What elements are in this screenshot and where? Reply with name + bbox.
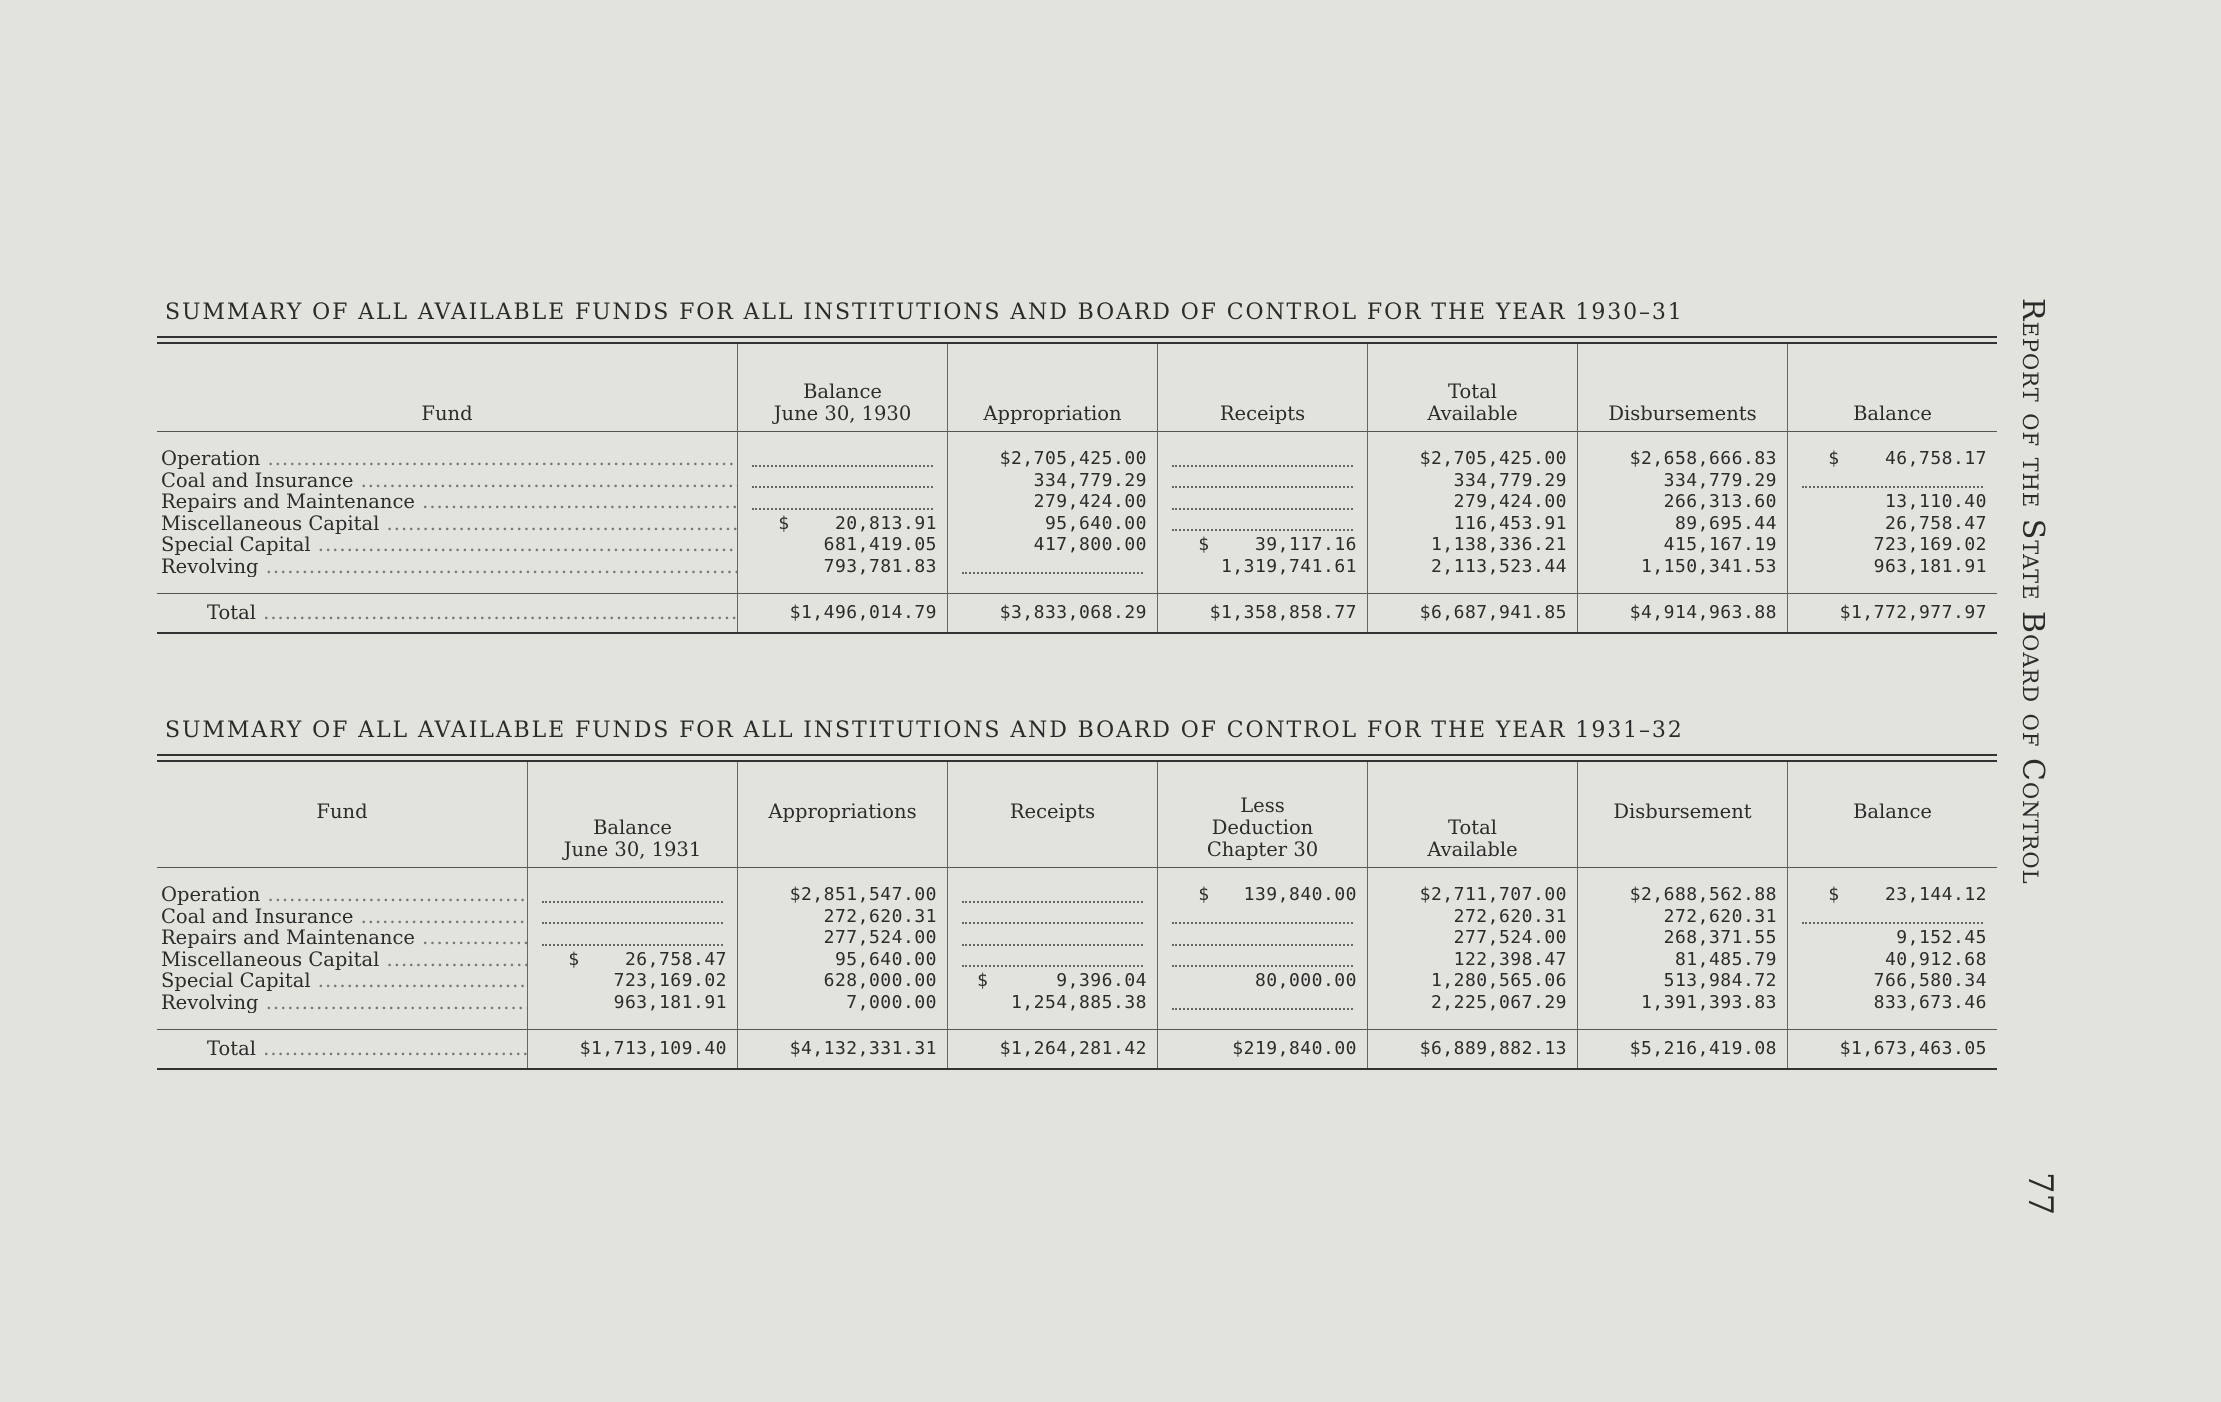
summary-table-1930-31	[157, 298, 1997, 634]
table-row: Miscellaneous Capital ..... $ 26,758.47 95,640.00 122,398.47 81,485.79 40,912.68	[157, 949, 1997, 971]
funds-table	[157, 762, 1997, 1068]
empty-cell-leader	[1172, 930, 1353, 946]
empty-cell-leader	[1172, 951, 1353, 967]
table-row: Miscellaneous Capital ..... $ 20,813.91 95,640.00 116,453.91 89,695.44 26,758.47	[157, 513, 1997, 535]
table-title: SUMMARY OF ALL AVAILABLE FUNDS FOR ALL INSTITUTIONS AND BOARD OF CONTROL FOR THE YEAR 1930–31	[165, 300, 1684, 325]
empty-cell-leader	[1172, 994, 1353, 1010]
empty-cell-leader	[542, 908, 723, 924]
empty-cell-leader	[962, 887, 1143, 903]
table-row: Revolving ..... 963,181.91 7,000.00 1,254,885.38 2,225,067.29 1,391,393.83 833,673.46	[157, 992, 1997, 1014]
empty-cell-leader	[1172, 515, 1353, 531]
table-row: Revolving ..... 793,781.83 1,319,741.61 2,113,523.44 1,150,341.53 963,181.91	[157, 556, 1997, 578]
funds-table	[157, 344, 1997, 632]
header-balance-start: Balance June 30, 1931	[527, 762, 737, 868]
table-row: Coal and Insurance ..... 272,620.31 272,620.31 272,620.31	[157, 906, 1997, 928]
table-row: Special Capital ..... 723,169.02 628,000.00 $ 9,396.04 80,000.00 1,280,565.06 513,984.72 766,580.34	[157, 970, 1997, 992]
header-disbursement: Disbursement	[1577, 762, 1787, 868]
header-disbursements: Disbursements	[1577, 344, 1787, 432]
header-fund: Fund	[157, 344, 737, 432]
table-title: SUMMARY OF ALL AVAILABLE FUNDS FOR ALL INSTITUTIONS AND BOARD OF CONTROL FOR THE YEAR 1931–32	[165, 718, 1684, 743]
running-head	[2015, 298, 2080, 1078]
page-number: 77	[2020, 1172, 2060, 1216]
total-row: Total ..... $1,496,014.79 $3,833,068.29 $1,358,858.77 $6,687,941.85 $4,914,963.88 $1,772,977.97	[157, 593, 1997, 632]
header-appropriation: Appropriation	[947, 344, 1157, 432]
empty-cell-leader	[962, 558, 1143, 574]
empty-cell-leader	[752, 494, 933, 510]
empty-cell-leader	[962, 908, 1143, 924]
running-head-text: Report of the State Board of Control	[2015, 298, 2050, 885]
header-fund: Fund	[157, 762, 527, 868]
double-rule	[157, 336, 1997, 344]
empty-cell-leader	[542, 887, 723, 903]
bottom-rule	[157, 632, 1997, 634]
header-total-available: Total Available	[1367, 762, 1577, 868]
empty-cell-leader	[1802, 472, 1983, 488]
empty-cell-leader	[1802, 908, 1983, 924]
header-less-deduction: Less Deduction Chapter 30	[1157, 762, 1367, 868]
header-balance-start: Balance June 30, 1930	[737, 344, 947, 432]
table-row: Repairs and Maintenance ..... 279,424.00 279,424.00 266,313.60 13,110.40	[157, 491, 1997, 513]
header-appropriations: Appropriations	[737, 762, 947, 868]
empty-cell-leader	[752, 451, 933, 467]
header-balance: Balance	[1787, 344, 1997, 432]
empty-cell-leader	[542, 930, 723, 946]
empty-cell-leader	[962, 930, 1143, 946]
header-balance: Balance	[1787, 762, 1997, 868]
header-receipts: Receipts	[947, 762, 1157, 868]
empty-cell-leader	[752, 472, 933, 488]
empty-cell-leader	[962, 951, 1143, 967]
empty-cell-leader	[1172, 472, 1353, 488]
summary-table-1931-32	[157, 716, 1997, 1070]
empty-cell-leader	[1172, 908, 1353, 924]
double-rule	[157, 754, 1997, 762]
header-total-available: Total Available	[1367, 344, 1577, 432]
empty-cell-leader	[1172, 494, 1353, 510]
bottom-rule	[157, 1068, 1997, 1070]
table-row: Repairs and Maintenance ..... 277,524.00 277,524.00 268,371.55 9,152.45	[157, 927, 1997, 949]
table-row: Operation ..... $2,705,425.00 $2,705,425.00 $2,658,666.83 $ 46,758.17	[157, 448, 1997, 470]
header-receipts: Receipts	[1157, 344, 1367, 432]
empty-cell-leader	[1172, 451, 1353, 467]
table-row: Special Capital ..... 681,419.05 417,800.00 $ 39,117.16 1,138,336.21 415,167.19 723,169.02	[157, 534, 1997, 556]
table-row: Coal and Insurance ..... 334,779.29 334,779.29 334,779.29	[157, 470, 1997, 492]
total-row: Total ..... $1,713,109.40 $4,132,331.31 $1,264,281.42 $219,840.00 $6,889,882.13 $5,216,419.08 $1,673,463.05	[157, 1029, 1997, 1068]
table-row: Operation ..... $2,851,547.00 $ 139,840.00 $2,711,707.00 $2,688,562.88 $ 23,144.12	[157, 884, 1997, 906]
